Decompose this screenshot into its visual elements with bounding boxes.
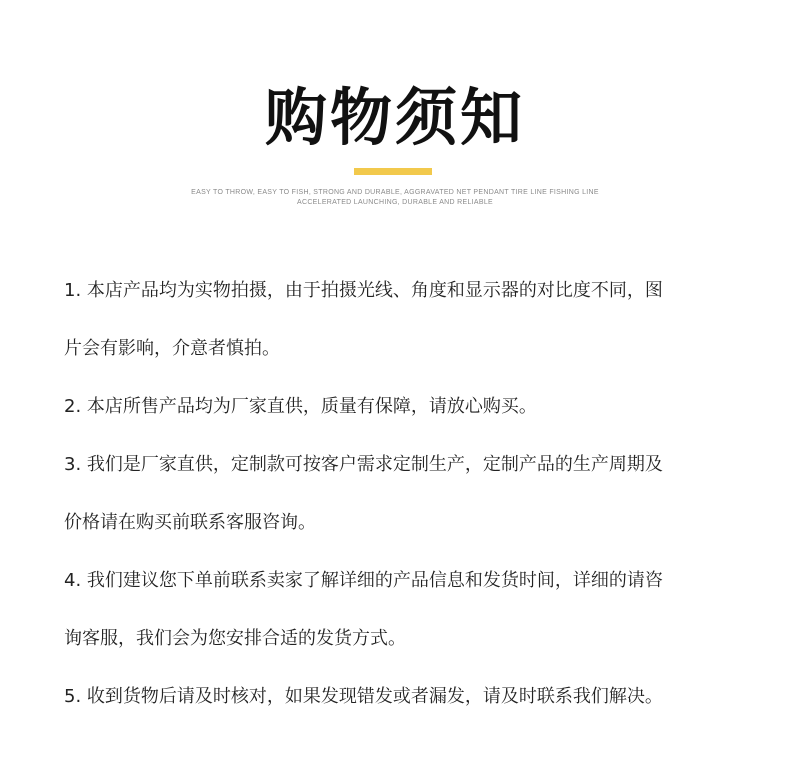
note-line: 5. 收到货物后请及时核对，如果发现错发或者漏发，请及时联系我们解决。 [64, 686, 663, 707]
purchase-notes [64, 262, 734, 726]
note-line: 4. 我们建议您下单前联系卖家了解详细的产品信息和发货时间，详细的请咨 [64, 570, 663, 591]
note-line: 片会有影响，介意者慎拍。 [64, 338, 280, 359]
note-line: 询客服，我们会为您安排合适的发货方式。 [64, 628, 406, 649]
subtitle-line-2: ACCELERATED LAUNCHING, DURABLE AND RELIABLE [297, 199, 493, 206]
subtitle-line-1: EASY TO THROW, EASY TO FISH, STRONG AND DURABLE, AGGRAVATED NET PENDANT TIRE LINE FISHING LINE [191, 189, 599, 196]
note-line: 1. 本店产品均为实物拍摄，由于拍摄光线、角度和显示器的对比度不同，图 [64, 280, 663, 301]
page-title: 购物须知 [264, 81, 525, 154]
note-line: 价格请在购买前联系客服咨询。 [64, 512, 316, 533]
title-accent-bar [354, 168, 432, 175]
subtitle [0, 188, 790, 208]
note-line: 2. 本店所售产品均为厂家直供，质量有保障，请放心购买。 [64, 396, 537, 417]
note-line: 3. 我们是厂家直供，定制款可按客户需求定制生产，定制产品的生产周期及 [64, 454, 663, 475]
